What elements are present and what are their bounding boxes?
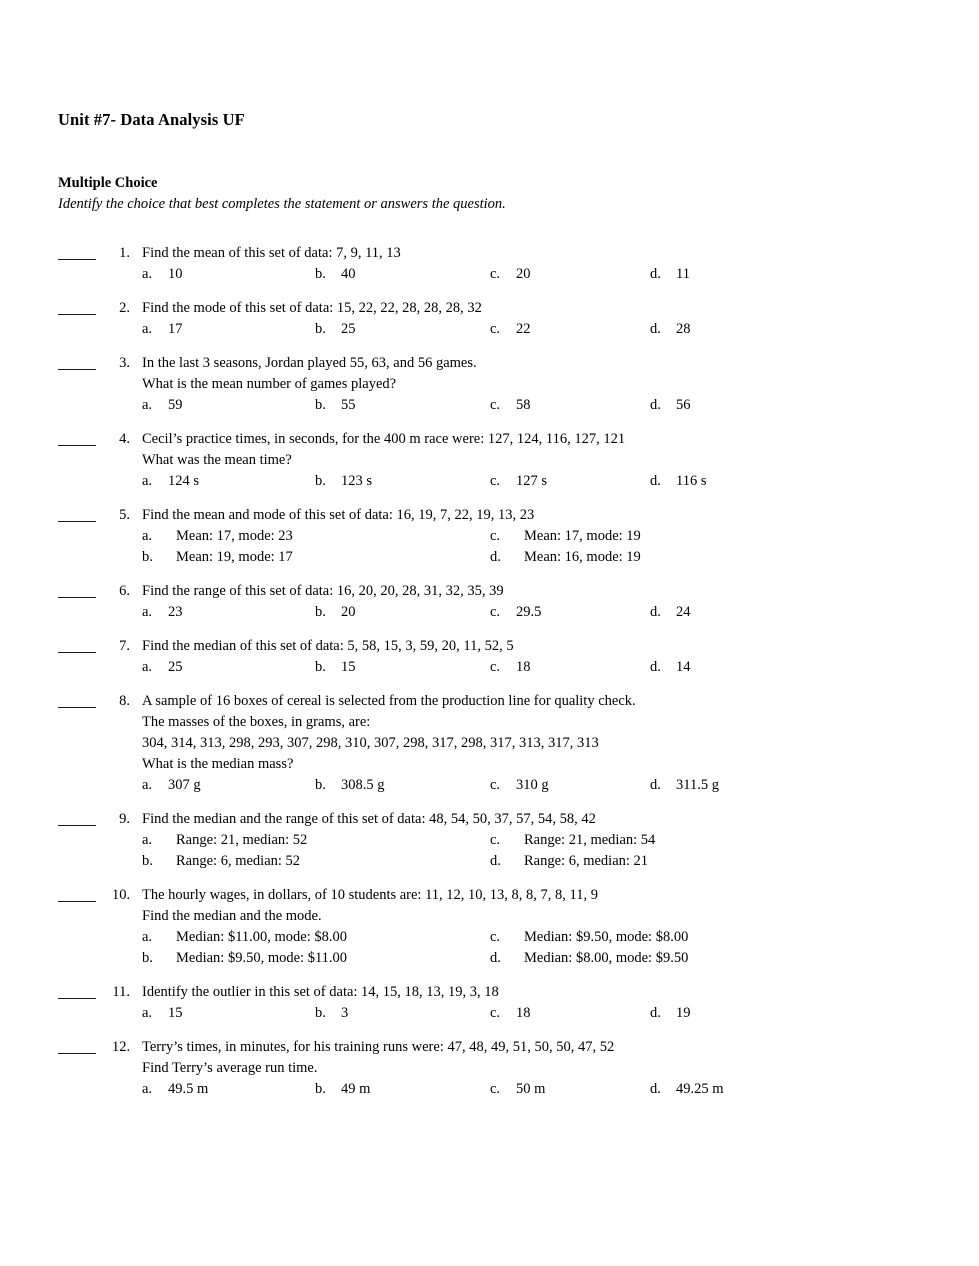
choices-group (142, 927, 919, 969)
choice-letter: d. (650, 776, 661, 793)
choice-option[interactable] (142, 547, 490, 568)
question-item (58, 353, 919, 416)
choice-option[interactable] (650, 319, 691, 340)
choice-row (142, 851, 919, 872)
question-stem-line: Find the range of this set of data: 16, 20, 20, 28, 31, 32, 35, 39 (142, 582, 504, 599)
choice-letter: b. (315, 658, 326, 675)
question-body (142, 636, 919, 678)
question-body (142, 1037, 919, 1100)
choice-letter: a. (142, 776, 153, 793)
choice-option[interactable] (315, 264, 490, 285)
choice-letter: c. (490, 603, 501, 620)
choice-letter: a. (142, 472, 153, 489)
answer-blank-line[interactable] (58, 505, 96, 526)
choice-option[interactable] (490, 948, 919, 969)
choice-letter: a. (142, 320, 153, 337)
question-stem-line: In the last 3 seasons, Jordan played 55, 63, and 56 games. (142, 354, 477, 371)
question-stem-line: Find the mean of this set of data: 7, 9, 11, 13 (142, 244, 401, 261)
question-body (142, 353, 919, 416)
answer-blank-line[interactable] (58, 809, 96, 830)
choice-option[interactable] (142, 657, 315, 678)
question-stem-line: The hourly wages, in dollars, of 10 students are: 11, 12, 10, 13, 8, 8, 7, 8, 11, 9 (142, 886, 599, 903)
choice-text: 124 s (168, 472, 200, 489)
question-item (58, 885, 919, 969)
question-stem-line: Cecil’s practice times, in seconds, for the 400 m race were: 127, 124, 116, 127, 121 (142, 430, 626, 447)
answer-blank-line[interactable] (58, 982, 96, 1003)
choice-option[interactable] (142, 395, 315, 416)
choice-option[interactable] (490, 526, 919, 547)
choice-letter: c. (490, 527, 501, 544)
choice-text: 116 s (676, 472, 707, 489)
choice-option[interactable] (650, 1079, 724, 1100)
choice-row (142, 775, 919, 796)
choice-letter: d. (650, 603, 661, 620)
choice-option[interactable] (650, 657, 691, 678)
question-stem-line: What is the mean number of games played? (142, 375, 397, 392)
choice-letter: a. (142, 658, 153, 675)
question-stem-line: Find the mean and mode of this set of data: 16, 19, 7, 22, 19, 13, 23 (142, 506, 535, 523)
question-number: 9. (119, 810, 130, 827)
choice-letter: b. (315, 320, 326, 337)
choice-letter: c. (490, 265, 501, 282)
choice-row (142, 1079, 919, 1100)
question-stem-line: Find the median of this set of data: 5, 58, 15, 3, 59, 20, 11, 52, 5 (142, 637, 514, 654)
choice-text: 56 (676, 396, 691, 413)
choice-letter: b. (315, 265, 326, 282)
question-number: 6. (119, 582, 130, 599)
choice-letter: c. (490, 658, 501, 675)
choice-option[interactable] (490, 657, 650, 678)
choice-text: Range: 21, median: 54 (524, 831, 656, 848)
choice-row (142, 264, 919, 285)
choice-option[interactable] (490, 264, 650, 285)
choice-letter: d. (490, 949, 501, 966)
question-item (58, 636, 919, 678)
choice-text: 308.5 g (341, 776, 385, 793)
question-item (58, 243, 919, 285)
choice-letter: b. (142, 949, 153, 966)
question-body (142, 982, 919, 1024)
question-item (58, 505, 919, 568)
choice-text: Mean: 19, mode: 17 (176, 548, 293, 565)
choice-letter: b. (315, 396, 326, 413)
choice-option[interactable] (650, 775, 719, 796)
question-stem-line: Identify the outlier in this set of data: 14, 15, 18, 13, 19, 3, 18 (142, 983, 499, 1000)
choices-group (142, 395, 919, 416)
choice-text: 24 (676, 603, 691, 620)
choice-text: 25 (168, 658, 183, 675)
question-stem-line: A sample of 16 boxes of cereal is selected from the production line for quality check. (142, 692, 636, 709)
question-stem-line: Terry’s times, in minutes, for his training runs were: 47, 48, 49, 51, 50, 50, 47, 52 (142, 1038, 615, 1055)
question-body (142, 691, 919, 796)
question-body (142, 885, 919, 969)
choice-option[interactable] (490, 775, 650, 796)
choice-row (142, 948, 919, 969)
choice-letter: a. (142, 1080, 153, 1097)
choice-text: 49 m (341, 1080, 371, 1097)
choice-letter: d. (650, 265, 661, 282)
choice-letter: b. (315, 603, 326, 620)
choice-text: Range: 6, median: 52 (176, 852, 301, 869)
choice-row (142, 471, 919, 492)
choice-letter: c. (490, 472, 501, 489)
choice-text: Mean: 17, mode: 23 (176, 527, 293, 544)
answer-blank-line[interactable] (58, 885, 96, 906)
choices-group (142, 471, 919, 492)
choice-row (142, 319, 919, 340)
answer-blank-line[interactable] (58, 691, 96, 712)
question-body (142, 505, 919, 568)
choice-letter: a. (142, 396, 153, 413)
choice-text: 22 (516, 320, 531, 337)
question-item (58, 691, 919, 796)
choice-option[interactable] (490, 1003, 650, 1024)
choice-option[interactable] (142, 602, 315, 623)
choice-letter: d. (490, 548, 501, 565)
question-item (58, 298, 919, 340)
choice-letter: c. (490, 928, 501, 945)
question-stem-line: What is the median mass? (142, 755, 294, 772)
choice-text: 18 (516, 1004, 531, 1021)
choice-option[interactable] (315, 319, 490, 340)
choice-row (142, 602, 919, 623)
choice-option[interactable] (315, 1003, 490, 1024)
choice-text: Mean: 16, mode: 19 (524, 548, 641, 565)
choice-option[interactable] (490, 547, 919, 568)
choice-text: 20 (516, 265, 531, 282)
choice-text: 55 (341, 396, 356, 413)
answer-blank-line[interactable] (58, 581, 96, 602)
choice-letter: b. (142, 548, 153, 565)
question-item (58, 982, 919, 1024)
question-stem-line: Find Terry’s average run time. (142, 1059, 318, 1076)
choice-option[interactable] (142, 526, 490, 547)
question-item (58, 809, 919, 872)
choice-option[interactable] (490, 1079, 650, 1100)
answer-blank-line[interactable] (58, 1037, 96, 1058)
choice-letter: b. (142, 852, 153, 869)
choice-row (142, 547, 919, 568)
choice-text: Median: $9.50, mode: $8.00 (524, 928, 689, 945)
choice-text: 10 (168, 265, 183, 282)
choice-letter: c. (490, 396, 501, 413)
choice-letter: b. (315, 776, 326, 793)
choice-option[interactable] (490, 851, 919, 872)
choice-option[interactable] (142, 948, 490, 969)
choice-letter: b. (315, 472, 326, 489)
question-stem-line: Find the mode of this set of data: 15, 22, 22, 28, 28, 28, 32 (142, 299, 482, 316)
choice-option[interactable] (142, 1003, 315, 1024)
choice-letter: c. (490, 1004, 501, 1021)
choice-text: 50 m (516, 1080, 546, 1097)
choices-group (142, 264, 919, 285)
question-body (142, 581, 919, 623)
choice-option[interactable] (142, 851, 490, 872)
section-heading: Multiple Choice (58, 174, 158, 191)
choice-text: 17 (168, 320, 183, 337)
question-item (58, 429, 919, 492)
choice-text: 49.5 m (168, 1080, 209, 1097)
choice-option[interactable] (142, 471, 315, 492)
choice-text: 3 (341, 1004, 349, 1021)
question-body (142, 809, 919, 872)
choice-letter: c. (490, 831, 501, 848)
choice-text: 310 g (516, 776, 549, 793)
question-number: 4. (119, 430, 130, 447)
choice-text: Median: $8.00, mode: $9.50 (524, 949, 689, 966)
choice-option[interactable] (490, 602, 650, 623)
choice-option[interactable] (142, 775, 315, 796)
choice-text: 20 (341, 603, 356, 620)
choice-option[interactable] (142, 264, 315, 285)
choice-text: 14 (676, 658, 691, 675)
choices-group (142, 657, 919, 678)
choice-letter: b. (315, 1080, 326, 1097)
choices-group (142, 1003, 919, 1024)
section-instructions: Identify the choice that best completes the statement or answers the question. (58, 195, 506, 212)
question-body (142, 298, 919, 340)
choice-text: 127 s (516, 472, 548, 489)
choice-letter: c. (490, 320, 501, 337)
choice-letter: a. (142, 831, 153, 848)
choice-option[interactable] (315, 1079, 490, 1100)
choice-option[interactable] (650, 471, 706, 492)
answer-blank-line[interactable] (58, 298, 96, 319)
question-number: 11. (112, 983, 130, 1000)
choice-option[interactable] (650, 602, 691, 623)
question-number: 1. (119, 244, 130, 261)
choice-text: 15 (341, 658, 356, 675)
choices-group (142, 319, 919, 340)
choice-text: 15 (168, 1004, 183, 1021)
question-stem-line: 304, 314, 313, 298, 293, 307, 298, 310, 307, 298, 317, 298, 317, 313, 317, 313 (142, 734, 599, 751)
choice-letter: d. (650, 1004, 661, 1021)
question-body (142, 243, 919, 285)
choice-text: Mean: 17, mode: 19 (524, 527, 641, 544)
answer-blank-line[interactable] (58, 429, 96, 450)
choices-group (142, 602, 919, 623)
choice-letter: a. (142, 527, 153, 544)
question-number: 2. (119, 299, 130, 316)
choices-group (142, 526, 919, 568)
choices-group (142, 830, 919, 872)
choice-letter: b. (315, 1004, 326, 1021)
choice-text: Range: 6, median: 21 (524, 852, 649, 869)
choice-text: 307 g (168, 776, 201, 793)
choice-row (142, 1003, 919, 1024)
question-item (58, 581, 919, 623)
choice-row (142, 830, 919, 851)
question-stem-line: Find the median and the range of this set of data: 48, 54, 50, 37, 57, 54, 58, 42 (142, 810, 596, 827)
choice-text: 11 (676, 265, 690, 282)
choice-option[interactable] (142, 1079, 315, 1100)
choice-letter: d. (490, 852, 501, 869)
answer-blank-line[interactable] (58, 636, 96, 657)
choice-text: 40 (341, 265, 356, 282)
choice-text: 49.25 m (676, 1080, 724, 1097)
choice-row (142, 657, 919, 678)
answer-blank-line[interactable] (58, 243, 96, 264)
choice-letter: c. (490, 1080, 501, 1097)
question-body (142, 429, 919, 492)
choice-text: 23 (168, 603, 183, 620)
choice-option[interactable] (142, 927, 490, 948)
choice-text: 123 s (341, 472, 373, 489)
choice-text: 19 (676, 1004, 691, 1021)
choice-letter: a. (142, 265, 153, 282)
choice-letter: a. (142, 928, 153, 945)
choice-row (142, 927, 919, 948)
question-number: 5. (119, 506, 130, 523)
question-stem-line: The masses of the boxes, in grams, are: (142, 713, 371, 730)
choice-text: 18 (516, 658, 531, 675)
choice-text: 28 (676, 320, 691, 337)
choice-option[interactable] (490, 830, 919, 851)
questions-list (58, 243, 919, 1100)
choice-letter: a. (142, 603, 153, 620)
question-stem-line: What was the mean time? (142, 451, 292, 468)
choice-letter: d. (650, 320, 661, 337)
choice-option[interactable] (142, 319, 315, 340)
choice-option[interactable] (650, 264, 690, 285)
choice-letter: d. (650, 1080, 661, 1097)
choice-option[interactable] (490, 927, 919, 948)
choice-text: 59 (168, 396, 183, 413)
choice-option[interactable] (315, 775, 490, 796)
choices-group (142, 1079, 919, 1100)
choice-option[interactable] (142, 830, 490, 851)
question-number: 7. (119, 637, 130, 654)
choice-text: Range: 21, median: 52 (176, 831, 308, 848)
choice-text: 25 (341, 320, 356, 337)
question-number: 3. (119, 354, 130, 371)
choice-text: Median: $9.50, mode: $11.00 (176, 949, 348, 966)
choice-option[interactable] (490, 395, 650, 416)
question-number: 8. (119, 692, 130, 709)
question-number: 10. (112, 886, 131, 903)
choice-option[interactable] (315, 602, 490, 623)
choice-letter: d. (650, 472, 661, 489)
choice-letter: d. (650, 658, 661, 675)
choice-text: Median: $11.00, mode: $8.00 (176, 928, 348, 945)
choice-option[interactable] (315, 657, 490, 678)
choice-letter: c. (490, 776, 501, 793)
choice-option[interactable] (315, 471, 490, 492)
question-item (58, 1037, 919, 1100)
question-number: 12. (112, 1038, 131, 1055)
choice-option[interactable] (315, 395, 490, 416)
choice-option[interactable] (650, 395, 691, 416)
question-stem-line: Find the median and the mode. (142, 907, 322, 924)
choice-row (142, 395, 919, 416)
choice-text: 29.5 (516, 603, 542, 620)
choices-group (142, 775, 919, 796)
page-title: Unit #7- Data Analysis UF (58, 110, 245, 129)
answer-blank-line[interactable] (58, 353, 96, 374)
choice-letter: d. (650, 396, 661, 413)
choice-option[interactable] (490, 319, 650, 340)
choice-text: 58 (516, 396, 531, 413)
choice-row (142, 526, 919, 547)
choice-option[interactable] (650, 1003, 691, 1024)
choice-letter: a. (142, 1004, 153, 1021)
choice-option[interactable] (490, 471, 650, 492)
choice-text: 311.5 g (676, 776, 719, 793)
